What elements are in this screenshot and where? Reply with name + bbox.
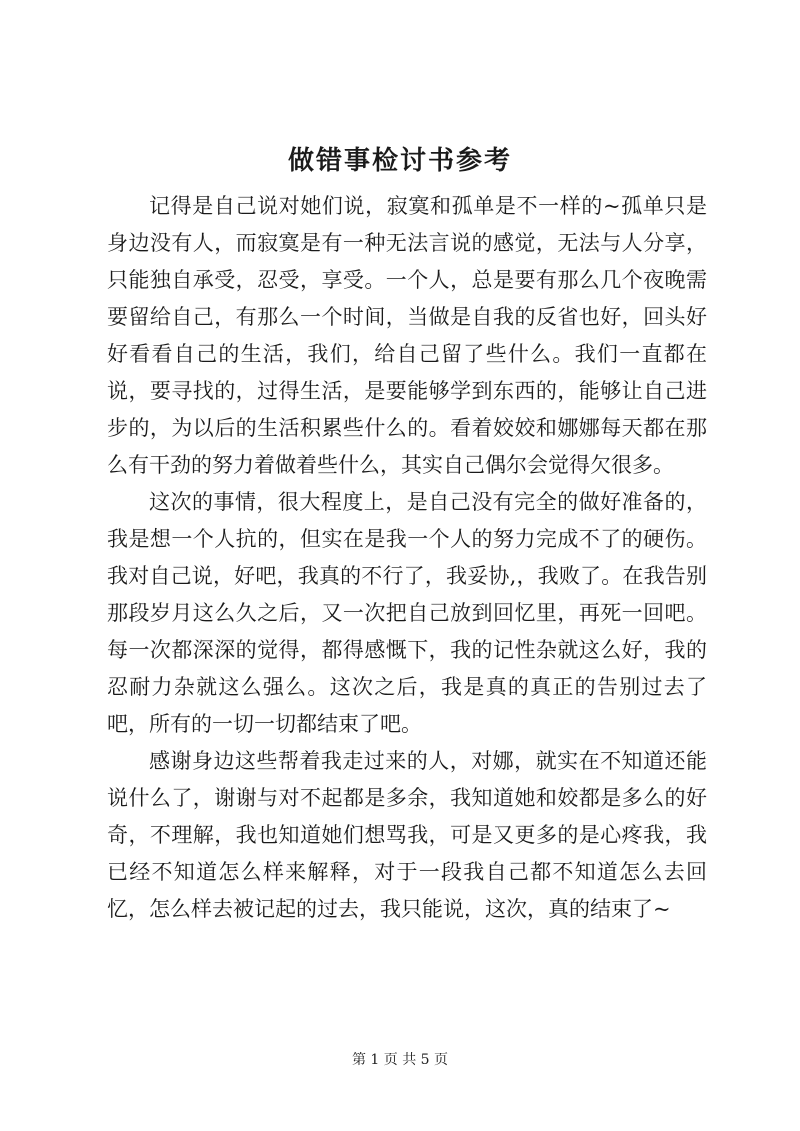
document-title: 做错事检讨书参考 [287,146,512,176]
document-body [107,188,707,928]
page-number-footer: 第 1 页 共 5 页 [351,1052,449,1068]
paragraph-2: 这次的事情，很大程度上，是自己没有完全的做好准备的，我是想一个人抗的，但实在是我一个人的努力完成不了的硬伤。我对自己说，好吧，我真的不行了，我妥协,，我败了。在我告别那段岁月这么久之后，又一次把自己放到回忆里，再死一回吧。每一次都深深的觉得，都得感慨下，我的记性杂就这么好，我的忍耐力杂就这么强么。这次之后，我是真的真正的告别过去了吧，所有的一切一切都结束了吧。 [107,490,707,736]
paragraph-1: 记得是自己说对她们说，寂寞和孤单是不一样的~孤单只是身边没有人，而寂寞是有一种无法言说的感觉，无法与人分享，只能独自承受，忍受，享受。一个人，总是要有那么几个夜晚需要留给自己，有那么一个时间，当做是自我的反省也好，回头好好看看自己的生活，我们，给自己留了些什么。我们一直都在说，要寻找的，过得生活，是要能够学到东西的，能够让自己进步的，为以后的生活积累些什么的。看着姣姣和娜娜每天都在那么有干劲的努力着做着些什么，其实自己偶尔会觉得欠很多。 [107,194,707,477]
paragraph-3: 感谢身边这些帮着我走过来的人，对娜，就实在不知道还能说什么了，谢谢与对不起都是多余，我知道她和姣都是多么的好奇，不理解，我也知道她们想骂我，可是又更多的是心疼我，我已经不知道怎么样来解释，对于一段我自己都不知道怎么去回忆，怎么样去被记起的过去，我只能说，这次，真的结束了~ [107,749,707,921]
